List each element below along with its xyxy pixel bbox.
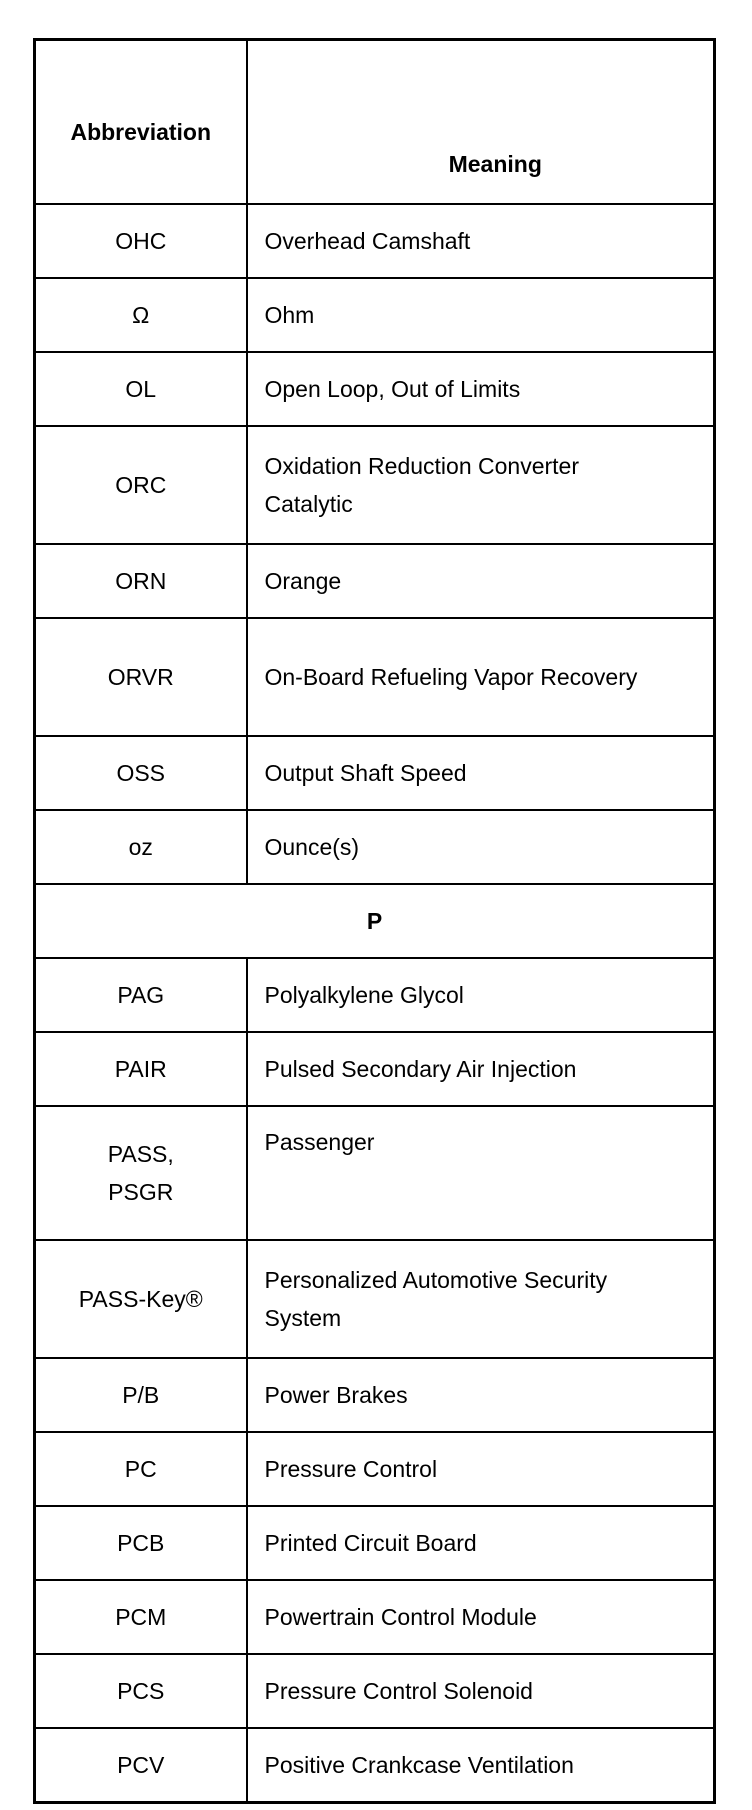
abbreviation-text: P/B [122,1382,160,1408]
meaning-cell [247,1728,715,1803]
table-row [35,736,715,810]
meaning-cell [247,1106,715,1240]
meaning-cell [247,1506,715,1580]
meaning-cell [247,1240,715,1358]
abbreviation-text: OL [125,376,157,402]
meaning-text: Polyalkylene Glycol [264,982,464,1008]
meaning-text: On-Board Refueling Vapor Recovery [264,664,638,690]
meaning-text: Pulsed Secondary Air Injection [264,1056,577,1082]
header-meaning [247,40,715,205]
abbreviation-table [33,38,716,1804]
meaning-text: Powertrain Control Module [264,1604,537,1630]
table-row [35,1432,715,1506]
abbreviation-cell [35,278,247,352]
table-row [35,1106,715,1240]
abbreviation-text: PCB [117,1530,165,1556]
table-row [35,1506,715,1580]
header-abbreviation-label: Abbreviation [70,118,212,145]
abbreviation-cell [35,426,247,544]
table-row [35,1358,715,1432]
abbreviation-text: PASS, PSGR [107,1141,174,1205]
table-row [35,352,715,426]
meaning-text: Orange [264,568,342,594]
table-row [35,1654,715,1728]
abbreviation-cell [35,810,247,884]
abbreviation-cell [35,1432,247,1506]
abbreviation-cell [35,1106,247,1240]
meaning-text: Personalized Automotive Security System [264,1267,608,1331]
meaning-cell [247,618,715,736]
meaning-cell [247,810,715,884]
meaning-text: Output Shaft Speed [264,760,467,786]
abbreviation-text: OSS [116,760,166,786]
table-row [35,810,715,884]
meaning-text: Power Brakes [264,1382,408,1408]
abbreviation-cell [35,1240,247,1358]
table-row [35,204,715,278]
table-row [35,1032,715,1106]
abbreviation-text: oz [128,834,153,860]
meaning-cell [247,278,715,352]
abbreviation-text: PCS [117,1678,165,1704]
meaning-cell [247,736,715,810]
abbreviation-cell [35,1728,247,1803]
meaning-text: Oxidation Reduction Converter Catalytic [264,453,579,517]
table-row [35,958,715,1032]
meaning-cell [247,204,715,278]
abbreviation-text: ORC [115,472,167,498]
meaning-text: Pressure Control [264,1456,438,1482]
meaning-text: Ounce(s) [264,834,360,860]
abbreviation-text: PCM [115,1604,167,1630]
abbreviation-text: PASS-Key® [78,1286,203,1312]
abbreviation-table-body [35,40,715,1803]
meaning-text: Positive Crankcase Ventilation [264,1752,574,1778]
abbreviation-cell [35,1032,247,1106]
meaning-cell [247,1654,715,1728]
meaning-text: Overhead Camshaft [264,228,471,254]
abbreviation-cell [35,1580,247,1654]
table-row [35,1580,715,1654]
meaning-cell [247,1032,715,1106]
abbreviation-cell [35,204,247,278]
abbreviation-text: PAIR [114,1056,167,1082]
abbreviation-table-container [33,38,713,1804]
meaning-cell [247,1432,715,1506]
abbreviation-text: PC [124,1456,157,1482]
abbreviation-cell [35,618,247,736]
abbreviation-text: Ω [132,302,150,328]
meaning-text: Printed Circuit Board [264,1530,477,1556]
meaning-cell [247,352,715,426]
abbreviation-text: PAG [117,982,165,1008]
abbreviation-cell [35,736,247,810]
table-row [35,1728,715,1803]
table-row [35,278,715,352]
section-row-p [35,884,715,958]
abbreviation-cell [35,544,247,618]
abbreviation-text: OHC [115,228,167,254]
header-meaning-label: Meaning [448,151,542,177]
meaning-cell [247,426,715,544]
table-row [35,618,715,736]
table-row [35,426,715,544]
header-abbreviation [35,40,247,205]
section-heading-p: P [35,884,715,958]
abbreviation-text: ORVR [107,664,174,690]
abbreviation-text: ORN [115,568,167,594]
meaning-cell [247,1580,715,1654]
abbreviation-cell [35,352,247,426]
abbreviation-cell [35,958,247,1032]
table-row [35,1240,715,1358]
meaning-text: Pressure Control Solenoid [264,1678,533,1704]
meaning-cell [247,1358,715,1432]
meaning-text: Open Loop, Out of Limits [264,376,521,402]
meaning-text: Passenger [264,1129,375,1155]
header-row [35,40,715,205]
abbreviation-text: PCV [117,1752,165,1778]
meaning-text: Ohm [264,302,315,328]
meaning-cell [247,958,715,1032]
abbreviation-cell [35,1654,247,1728]
abbreviation-cell [35,1506,247,1580]
abbreviation-cell [35,1358,247,1432]
meaning-cell [247,544,715,618]
table-row [35,544,715,618]
